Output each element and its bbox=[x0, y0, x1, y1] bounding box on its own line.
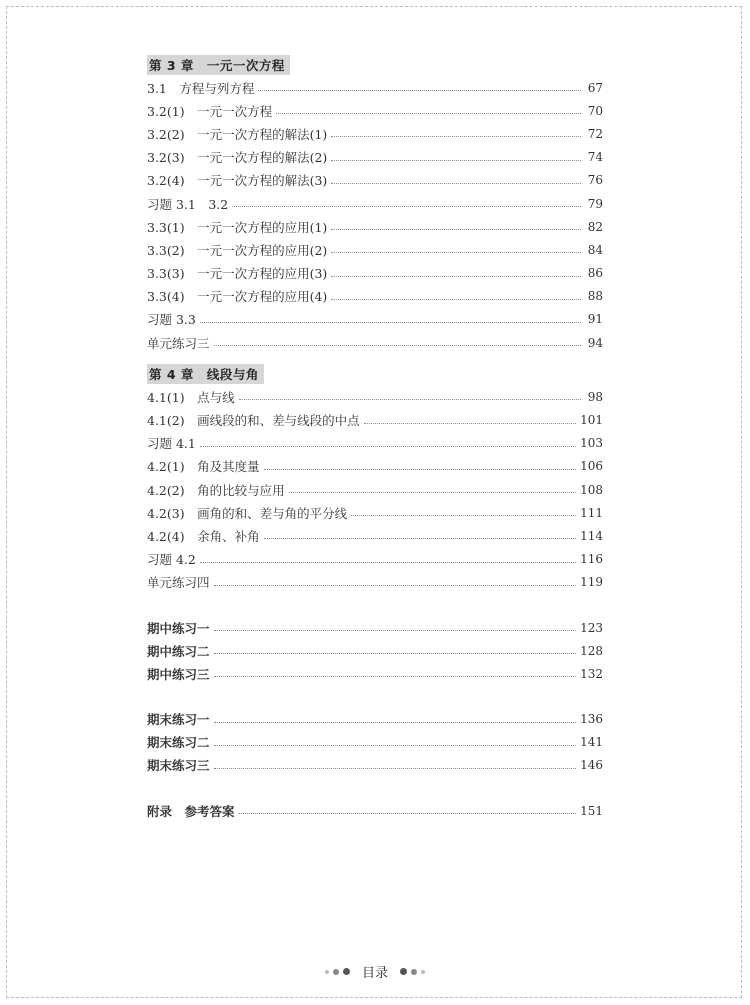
dot-leader bbox=[214, 630, 577, 631]
toc-entry[interactable] bbox=[147, 639, 603, 662]
toc-entry-page: 151 bbox=[580, 803, 603, 818]
footer-dot bbox=[421, 970, 425, 974]
dot-leader bbox=[331, 276, 581, 277]
toc-entry-title: 3.3(4) 一元一次方程的应用(4) bbox=[147, 289, 328, 305]
toc-entry-page: 141 bbox=[580, 735, 603, 750]
appendix-entries bbox=[147, 799, 603, 822]
dot-leader bbox=[200, 322, 581, 323]
toc-entry-page: 111 bbox=[580, 505, 603, 520]
toc-entry[interactable] bbox=[147, 408, 603, 431]
toc-entry-title: 习题 3.3 bbox=[147, 312, 196, 328]
footer-dot bbox=[325, 970, 329, 974]
toc-entry-title: 习题 4.2 bbox=[147, 552, 196, 568]
dot-leader bbox=[331, 252, 581, 253]
dot-leader bbox=[276, 113, 581, 114]
midterm-entries bbox=[147, 616, 603, 686]
toc-entry-page: 136 bbox=[580, 712, 603, 727]
dot-leader bbox=[232, 206, 581, 207]
toc-entry-page: 108 bbox=[580, 482, 603, 497]
dot-leader bbox=[264, 538, 577, 539]
dot-leader bbox=[331, 183, 581, 184]
toc-entry-page: 94 bbox=[587, 335, 603, 350]
toc-entry-title: 3.3(3) 一元一次方程的应用(3) bbox=[147, 266, 328, 282]
toc-entry-title: 单元练习四 bbox=[147, 575, 210, 591]
toc-entry-page: 146 bbox=[580, 758, 603, 773]
dot-leader bbox=[239, 813, 577, 814]
toc-entry-page: 72 bbox=[587, 126, 603, 141]
dot-leader bbox=[331, 229, 581, 230]
toc-entry-title: 4.2(1) 角及其度量 bbox=[147, 459, 260, 475]
toc-entry-page: 76 bbox=[587, 173, 603, 188]
toc-entry-title: 4.2(2) 角的比较与应用 bbox=[147, 482, 285, 498]
toc-entry-title: 附录 参考答案 bbox=[147, 803, 235, 819]
toc-entry-title: 期中练习一 bbox=[147, 620, 210, 636]
toc-entry-page: 91 bbox=[587, 312, 603, 327]
toc-entry-page: 123 bbox=[580, 620, 603, 635]
toc-entry-title: 4.2(4) 余角、补角 bbox=[147, 528, 260, 544]
toc-entry-page: 101 bbox=[580, 413, 603, 428]
toc-entry[interactable] bbox=[147, 754, 603, 777]
footer-label: 目录 bbox=[361, 966, 388, 981]
toc-entry-page: 86 bbox=[587, 266, 603, 281]
toc-entry-title: 3.2(2) 一元一次方程的解法(1) bbox=[147, 126, 328, 142]
toc-entry[interactable] bbox=[147, 455, 603, 478]
toc-entry-title: 期末练习三 bbox=[147, 758, 210, 774]
dot-leader bbox=[214, 676, 577, 677]
toc-entry-page: 88 bbox=[587, 289, 603, 304]
toc-entry-title: 4.2(3) 画角的和、差与角的平分线 bbox=[147, 505, 348, 521]
toc-entry[interactable] bbox=[147, 708, 603, 731]
footer-dot bbox=[333, 969, 339, 975]
toc-entry-title: 4.1(1) 点与线 bbox=[147, 389, 235, 405]
toc-entry[interactable] bbox=[147, 616, 603, 639]
toc-entry-page: 132 bbox=[580, 666, 603, 681]
toc-entry-title: 期末练习二 bbox=[147, 735, 210, 751]
dot-leader bbox=[214, 768, 577, 769]
dot-leader bbox=[258, 90, 581, 91]
toc-entry[interactable] bbox=[147, 731, 603, 754]
toc-entry-title: 单元练习三 bbox=[147, 335, 210, 351]
dot-leader bbox=[331, 299, 581, 300]
toc-entry[interactable] bbox=[147, 662, 603, 685]
toc-entry-title: 4.1(2) 画线段的和、差与线段的中点 bbox=[147, 413, 360, 429]
dot-leader bbox=[200, 562, 576, 563]
toc-entry-title: 3.3(1) 一元一次方程的应用(1) bbox=[147, 219, 328, 235]
chapter-4-title: 第 4 章 线段与角 bbox=[147, 364, 264, 384]
chapter-3-heading bbox=[147, 54, 603, 76]
dot-leader bbox=[264, 469, 577, 470]
dot-leader bbox=[214, 585, 577, 586]
dot-leader bbox=[351, 515, 576, 516]
toc-entry-title: 3.2(3) 一元一次方程的解法(2) bbox=[147, 150, 328, 166]
toc-entry-title: 期末练习一 bbox=[147, 712, 210, 728]
toc-entry-title: 3.1 方程与列方程 bbox=[147, 80, 255, 96]
footer-dot bbox=[343, 968, 350, 975]
chapter-3-title: 第 3 章 一元一次方程 bbox=[147, 55, 290, 75]
toc-entry-title: 3.3(2) 一元一次方程的应用(2) bbox=[147, 242, 328, 258]
toc-entry-title: 3.2(4) 一元一次方程的解法(3) bbox=[147, 173, 328, 189]
toc-entry[interactable] bbox=[147, 169, 603, 192]
toc-entry[interactable] bbox=[147, 122, 603, 145]
toc-entry[interactable] bbox=[147, 331, 603, 354]
toc-entry-page: 70 bbox=[587, 103, 603, 118]
dot-leader bbox=[214, 722, 577, 723]
toc-entry[interactable] bbox=[147, 76, 603, 99]
toc-entry[interactable] bbox=[147, 146, 603, 169]
toc-entry-page: 106 bbox=[580, 459, 603, 474]
toc-entry-page: 67 bbox=[587, 80, 603, 95]
dot-leader bbox=[214, 345, 581, 346]
toc-entry-title: 习题 4.1 bbox=[147, 436, 196, 452]
footer-dot bbox=[400, 968, 407, 975]
chapter-3-entries bbox=[147, 76, 603, 354]
toc-entry-page: 84 bbox=[587, 242, 603, 257]
dot-leader bbox=[239, 399, 581, 400]
toc-entry[interactable] bbox=[147, 571, 603, 594]
page-footer bbox=[0, 962, 750, 981]
toc-entry[interactable] bbox=[147, 308, 603, 331]
toc-entry[interactable] bbox=[147, 238, 603, 261]
dot-leader bbox=[364, 423, 577, 424]
dot-leader bbox=[289, 492, 577, 493]
toc-entry-page: 128 bbox=[580, 643, 603, 658]
toc-entry-page: 82 bbox=[587, 219, 603, 234]
toc-entry-title: 期中练习二 bbox=[147, 643, 210, 659]
toc-entry-page: 79 bbox=[587, 196, 603, 211]
dot-leader bbox=[214, 653, 577, 654]
toc-entry[interactable] bbox=[147, 548, 603, 571]
dot-leader bbox=[200, 446, 576, 447]
dot-leader bbox=[331, 160, 581, 161]
toc-entry[interactable] bbox=[147, 262, 603, 285]
toc-entry[interactable] bbox=[147, 501, 603, 524]
toc-entry-page: 116 bbox=[580, 552, 603, 567]
table-of-contents bbox=[147, 54, 603, 822]
toc-entry[interactable] bbox=[147, 99, 603, 122]
toc-entry-title: 习题 3.1 3.2 bbox=[147, 196, 229, 212]
toc-entry[interactable] bbox=[147, 215, 603, 238]
toc-entry-page: 119 bbox=[580, 575, 603, 590]
toc-entry[interactable] bbox=[147, 285, 603, 308]
toc-entry-page: 98 bbox=[587, 389, 603, 404]
toc-entry[interactable] bbox=[147, 524, 603, 547]
dot-leader bbox=[331, 136, 581, 137]
toc-entry-page: 74 bbox=[587, 150, 603, 165]
chapter-4-heading bbox=[147, 363, 603, 385]
toc-entry[interactable] bbox=[147, 478, 603, 501]
toc-entry[interactable] bbox=[147, 192, 603, 215]
toc-entry-page: 114 bbox=[580, 528, 603, 543]
toc-entry[interactable] bbox=[147, 432, 603, 455]
footer-dot bbox=[411, 969, 417, 975]
dot-leader bbox=[214, 745, 577, 746]
toc-entry[interactable] bbox=[147, 799, 603, 822]
toc-entry-title: 期中练习三 bbox=[147, 666, 210, 682]
toc-entry-title: 3.2(1) 一元一次方程 bbox=[147, 103, 273, 119]
toc-entry[interactable] bbox=[147, 385, 603, 408]
toc-entry-page: 103 bbox=[580, 436, 603, 451]
chapter-4-entries bbox=[147, 385, 603, 594]
final-entries bbox=[147, 708, 603, 778]
